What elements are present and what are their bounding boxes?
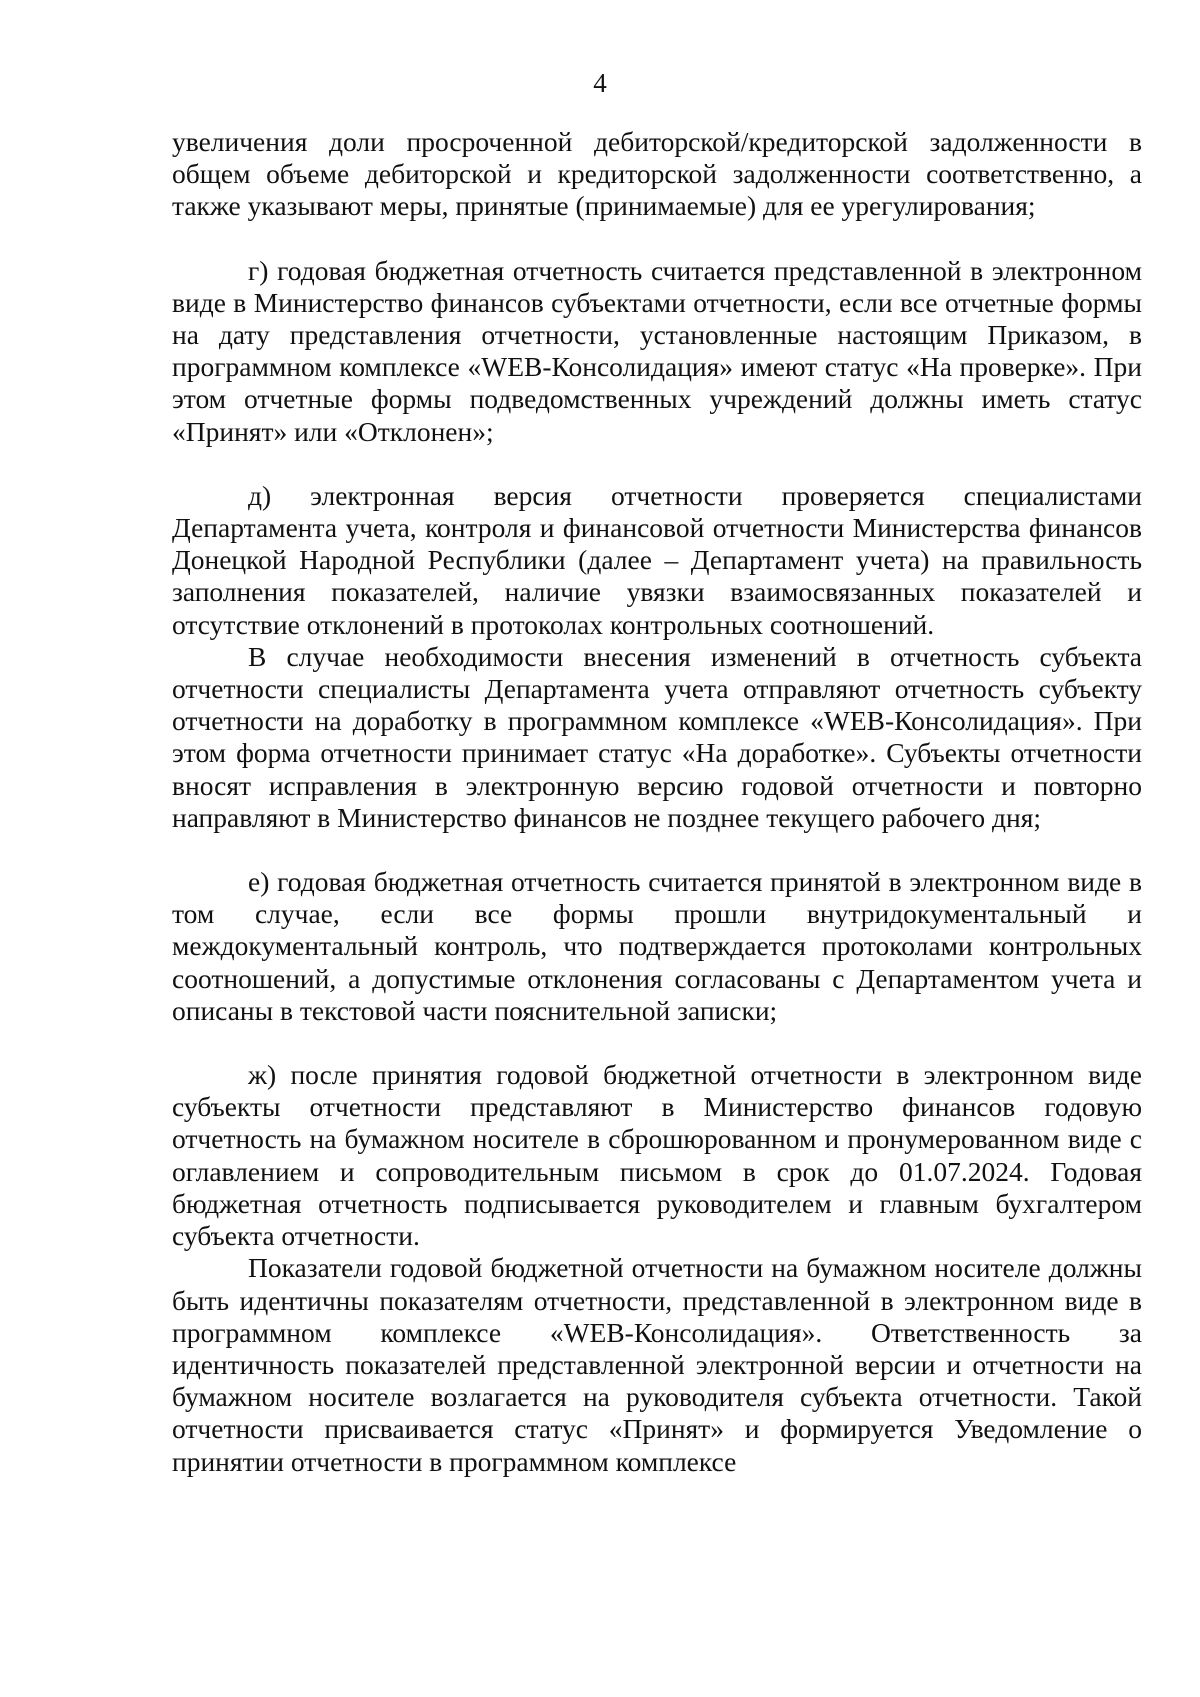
paragraph-item-d-continued: В случае необходимости внесения изменений в отчетность субъекта отчетности специалисты Департамента учета отправляют отчетность субъекту отчетности на доработку в программном комплексе «WEB-Консолидация». При этом форма отчетности принимает статус «На доработке». Субъекты отчетности вносят исправления в электронную версию годовой отчетности и повторно направляют в Министерство финансов не позднее текущего рабочего дня; bbox=[172, 640, 1142, 833]
paragraph-item-zh: ж) после принятия годовой бюджетной отчетности в электронном виде субъекты отчетности представляют в Министерство финансов годовую отчетность на бумажном носителе в сброшюрованном и пронумерованном виде с оглавлением и сопроводительным письмом в срок до 01.07.2024. Годовая бюджетная отчетность подписывается руководителем и главным бухгалтером субъекта отчетности. bbox=[172, 1059, 1142, 1252]
paragraph-item-zh-continued: Показатели годовой бюджетной отчетности на бумажном носителе должны быть идентичны показателям отчетности, представленной в электронном виде в программном комплексе «WEB-Консолидация». Ответственность за идентичность показателей представленной электронной версии и отчетности на бумажном носителе возлагается на руководителя субъекта отчетности. Такой отчетности присваивается статус «Принят» и формируется Уведомление о принятии отчетности в программном комплексе bbox=[172, 1252, 1142, 1477]
paragraph-continuation: увеличения доли просроченной дебиторской/кредиторской задолженности в общем объеме дебиторской и кредиторской задолженности соответственно, а также указывают меры, принятые (принимаемые) для ее урегулирования; bbox=[172, 126, 1142, 222]
page-number: 4 bbox=[593, 68, 607, 98]
paragraph-item-g: г) годовая бюджетная отчетность считается представленной в электронном виде в Министерство финансов субъектами отчетности, если все отчетные формы на дату представления отчетности, установленные настоящим Приказом, в программном комплексе «WEB-Консолидация» имеют статус «На проверке». При этом отчетные формы подведомственных учреждений должны иметь статус «Принят» или «Отклонен»; bbox=[172, 254, 1142, 447]
paragraph-item-e: е) годовая бюджетная отчетность считается принятой в электронном виде в том случае, если все формы прошли внутридокументальный и междокументальный контроль, что подтверждается протоколами контрольных соотношений, а допустимые отклонения согласованы с Департаментом учета и описаны в текстовой части пояснительной записки; bbox=[172, 866, 1142, 1026]
paragraph-item-d: д) электронная версия отчетности проверяется специалистами Департамента учета, контроля и финансовой отчетности Министерства финансов Донецкой Народной Республики (далее – Департамент учета) на правильность заполнения показателей, наличие увязки взаимосвязанных показателей и отсутствие отклонений в протоколах контрольных соотношений. bbox=[172, 479, 1142, 640]
document-body bbox=[172, 126, 1142, 1478]
